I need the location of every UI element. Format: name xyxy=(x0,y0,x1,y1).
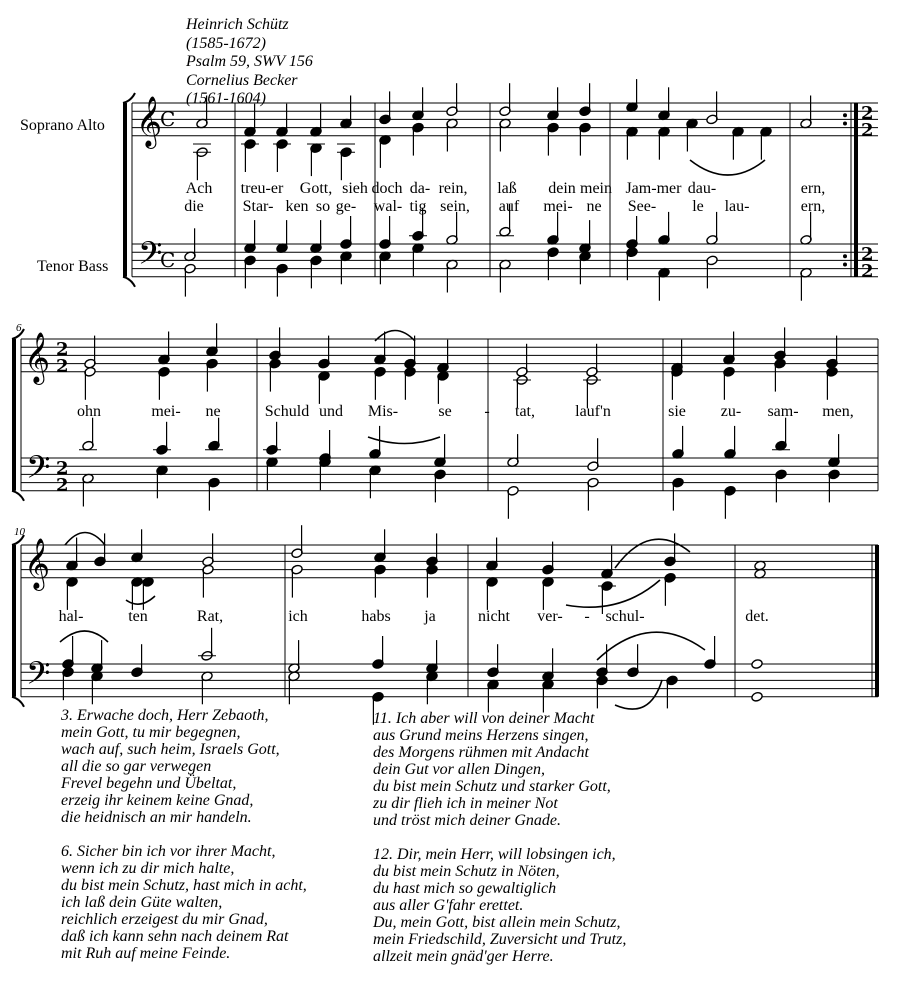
lyric-syllable: ern, xyxy=(800,180,826,197)
lyric-syllable: hal- xyxy=(58,608,84,625)
verse-line: ich laß dein Güte walten, xyxy=(61,894,223,911)
lyric-syllable: ver- xyxy=(537,608,563,625)
lyric-syllable: ken xyxy=(285,198,309,215)
verse-line: und tröst mich deiner Gnade. xyxy=(373,812,561,829)
time-signature-numerator: 2 xyxy=(861,103,874,124)
lyric-syllable: treu-er xyxy=(240,180,284,197)
notehead xyxy=(751,691,763,702)
lyric-syllable: die xyxy=(184,198,204,215)
lyric-syllable: - xyxy=(584,608,590,625)
bass-clef: 𝄢 xyxy=(26,655,51,699)
verse-line: du bist mein Schutz und starker Gott, xyxy=(373,778,611,795)
lyric-syllable: und xyxy=(319,403,343,420)
time-signature-denominator: 2 xyxy=(56,356,69,377)
lyric-syllable: doch xyxy=(371,180,403,197)
lyricist-name: Cornelius Becker xyxy=(186,71,298,89)
treble-clef: 𝄞 xyxy=(24,538,51,589)
lyric-syllable: mein xyxy=(580,180,612,197)
lyric-syllable: tat, xyxy=(515,403,535,420)
bracket-top-hook xyxy=(12,535,24,545)
lyric-syllable: le xyxy=(692,198,704,215)
lyric-syllable: ten xyxy=(128,608,148,625)
verse-line: aus aller G'fahr erettet. xyxy=(373,897,524,914)
lyric-syllable: lauf'n xyxy=(575,403,611,420)
work-title: Psalm 59, SWV 156 xyxy=(186,53,313,70)
verse-line: all die so gar verwegen xyxy=(61,758,212,775)
lyric-syllable: Rat, xyxy=(196,608,224,625)
verse-line: daß ich kann sehn nach deinem Rat xyxy=(61,928,289,945)
lyric-syllable: ja xyxy=(424,608,436,625)
measure-number-10: 10 xyxy=(14,526,25,538)
verse-line: Du, mein Gott, bist allein mein Schutz, xyxy=(373,914,621,931)
slur xyxy=(566,580,660,607)
slur xyxy=(615,680,662,709)
verse-line: 3. Erwache doch, Herr Zebaoth, xyxy=(61,707,269,724)
slur xyxy=(368,437,440,444)
lyric-syllable: zu- xyxy=(720,403,742,420)
verse-line: du hast mich so gewaltiglich xyxy=(373,880,557,897)
lyric-syllable: Mis- xyxy=(367,403,399,420)
verses-right-column xyxy=(373,710,626,965)
lyric-syllable: ne xyxy=(205,403,221,420)
lyric-syllable: det. xyxy=(745,608,769,625)
lyric-syllable: laß xyxy=(497,180,517,197)
slur xyxy=(597,632,705,660)
lyric-syllable: men, xyxy=(822,403,854,420)
repeat-dot xyxy=(843,263,847,267)
bracket-top-hook xyxy=(123,93,135,103)
lyric-syllable: rein, xyxy=(438,180,468,197)
verse-line: aus Grund meins Herzens singen, xyxy=(373,727,589,744)
lyric-syllable: habs xyxy=(361,608,391,625)
lyric-syllable: ne xyxy=(586,198,602,215)
verse-line: mein Friedschild, Zuversicht und Trutz, xyxy=(373,931,627,948)
treble-clef: 𝄞 xyxy=(136,96,163,147)
lyric-syllable: nicht xyxy=(478,608,510,625)
lyric-syllable: Star- xyxy=(242,198,274,215)
lyric-syllable: - xyxy=(484,403,490,420)
repeat-dot xyxy=(843,254,847,258)
repeat-dot xyxy=(843,122,847,126)
lyric-syllable: Jam- xyxy=(625,180,657,197)
lyric-syllable: schul- xyxy=(605,608,645,625)
lyric-syllable: ge- xyxy=(335,198,357,215)
lyric-syllable: sie xyxy=(668,403,686,420)
bracket-bottom-hook xyxy=(12,697,24,707)
measure-number-6: 6 xyxy=(16,322,22,334)
slur xyxy=(65,533,105,546)
lyric-syllable: Ach xyxy=(185,180,213,197)
verse-line: allzeit mein gnäd'ger Herre. xyxy=(373,948,554,965)
treble-clef: 𝄞 xyxy=(24,332,51,383)
lyric-syllable: mei- xyxy=(543,198,573,215)
verse-line: Frevel begehn und Übeltat, xyxy=(61,775,237,792)
composer-name: Heinrich Schütz xyxy=(186,16,289,33)
verse-line: wach auf, such heim, Israels Gott, xyxy=(61,741,280,758)
composer-dates: (1585-1672) xyxy=(186,34,266,52)
repeat-dot xyxy=(843,113,847,117)
slur xyxy=(690,160,765,175)
time-signature-denominator: 2 xyxy=(56,475,69,496)
time-signature-denominator: 2 xyxy=(861,261,874,282)
lyric-syllable: da- xyxy=(409,180,431,197)
verse-line: du bist mein Schutz, hast mich in acht, xyxy=(61,877,307,894)
time-signature-numerator: 2 xyxy=(861,244,874,265)
verse-line: 6. Sicher bin ich vor ihrer Macht, xyxy=(61,843,276,860)
lyric-syllable: mer xyxy=(656,180,682,197)
verse-line: mein Gott, tu mir begegnen, xyxy=(61,724,241,741)
lyric-syllable: wal- xyxy=(373,198,403,215)
lyric-syllable: dein xyxy=(548,180,576,197)
lyric-syllable: se xyxy=(438,403,452,420)
part-name-lower: Tenor Bass xyxy=(37,258,109,275)
verse-line: dein Gut vor allen Dingen, xyxy=(373,761,545,778)
lyric-syllable: auf xyxy=(498,198,520,215)
lyric-syllable: mei- xyxy=(151,403,181,420)
verse-line: 12. Dir, mein Herr, will lobsingen ich, xyxy=(373,846,616,863)
verse-line: reichlich erzeigest du mir Gnad, xyxy=(61,911,268,928)
verse-line: 11. Ich aber will von deiner Macht xyxy=(373,710,595,727)
notehead xyxy=(751,659,763,670)
lyric-syllable: lau- xyxy=(724,198,750,215)
lyric-syllable: so xyxy=(315,198,331,215)
lyric-syllable: Gott, xyxy=(299,180,333,197)
time-signature-common: C xyxy=(160,107,176,131)
lyricist-dates: (1561-1604) xyxy=(186,90,266,107)
lyric-syllable: sieh xyxy=(342,180,368,197)
bass-clef: 𝄢 xyxy=(26,449,51,493)
lyric-syllable: ohn xyxy=(77,403,101,420)
lyric-syllable: Schuld xyxy=(264,403,310,420)
verses-left-column xyxy=(61,707,307,962)
lyric-syllable: dau- xyxy=(687,180,717,197)
time-signature-common: C xyxy=(160,248,176,272)
verse-line: wenn ich zu dir mich halte, xyxy=(61,860,235,877)
time-signature-numerator: 2 xyxy=(56,458,69,479)
lyric-syllable: See- xyxy=(627,198,657,215)
bass-clef: 𝄢 xyxy=(138,235,163,279)
verse-line: zu dir flieh ich in meiner Not xyxy=(373,795,558,812)
lyric-syllable: sam- xyxy=(767,403,799,420)
time-signature-denominator: 2 xyxy=(861,120,874,141)
lyric-syllable: sein, xyxy=(440,198,470,215)
lyric-syllable: ern, xyxy=(800,198,826,215)
time-signature-numerator: 2 xyxy=(56,339,69,360)
part-name-upper: Soprano Alto xyxy=(20,117,105,134)
bracket-bottom-hook xyxy=(123,277,135,287)
verse-line: des Morgens rühmen mit Andacht xyxy=(373,744,589,761)
slur xyxy=(126,596,155,604)
verse-line: mit Ruh auf meine Feinde. xyxy=(61,945,231,962)
verse-line: die heidnisch an mir handeln. xyxy=(61,809,252,826)
lyric-syllable: tig xyxy=(409,198,427,215)
bracket-bottom-hook xyxy=(12,491,24,501)
verse-line: erzeig ihr keinem keine Gnad, xyxy=(61,792,254,809)
bracket-top-hook xyxy=(12,329,24,339)
verse-line: du bist mein Schutz in Nöten, xyxy=(373,863,560,880)
slur xyxy=(60,631,108,642)
lyric-syllable: ich xyxy=(288,608,308,625)
